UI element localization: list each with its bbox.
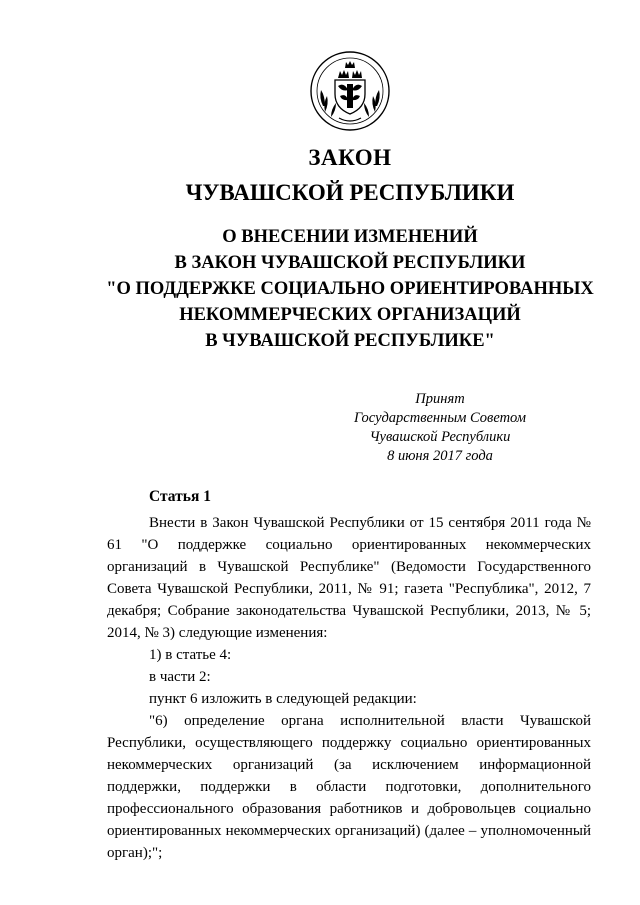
article-body	[107, 512, 591, 864]
subtitle-line: В ЧУВАШСКОЙ РЕСПУБЛИКЕ"	[205, 331, 495, 351]
subtitle-line: В ЗАКОН ЧУВАШСКОЙ РЕСПУБЛИКИ	[174, 253, 526, 273]
article-item: 1) в статье 4:	[149, 647, 232, 663]
article-quote: "6) определение органа исполнительной власти Чувашской Республики, осуществляющего поддержку социально ориентированных некоммерческих организаций (за исключением информационной поддержки, поддержки в области подготовки, дополнительного профессионального образования работников и добровольцев социально ориентированных некоммерческих организаций) (далее – уполномоченный орган);";	[107, 713, 591, 861]
adoption-line: Принят	[415, 391, 465, 407]
article-item: пункт 6 изложить в следующей редакции:	[149, 691, 417, 707]
subtitle-line: "О ПОДДЕРЖКЕ СОЦИАЛЬНО ОРИЕНТИРОВАННЫХ	[106, 279, 594, 299]
title-law: ЗАКОН	[308, 145, 392, 170]
article-heading: Статья 1	[149, 488, 211, 505]
adoption-note	[330, 390, 550, 466]
coat-of-arms	[309, 50, 391, 132]
chuvashia-coat-of-arms-icon	[309, 50, 391, 132]
adoption-date: 8 июня 2017 года	[387, 448, 493, 464]
title-republic: ЧУВАШСКОЙ РЕСПУБЛИКИ	[185, 180, 515, 205]
document-title	[0, 143, 640, 208]
adoption-line: Чувашской Республики	[369, 429, 511, 445]
adoption-line: Государственным Советом	[353, 410, 527, 426]
subtitle-line: О ВНЕСЕНИИ ИЗМЕНЕНИЙ	[222, 227, 478, 247]
subtitle-line: НЕКОММЕРЧЕСКИХ ОРГАНИЗАЦИЙ	[179, 305, 521, 325]
document-subtitle	[0, 224, 640, 354]
article-intro: Внести в Закон Чувашской Республики от 15 сентября 2011 года № 61 "О поддержке социально ориентированных некоммерческих организаций в Чувашской Республике" (Ведомости Государственного Совета Чувашской Республики, 2011, № 91; газета "Республика", 2012, 7 декабря; Собрание законодательства Чувашской Республики, 2013, № 5; 2014, № 3) следующие изменения:	[107, 515, 591, 641]
article-item: в части 2:	[149, 669, 211, 685]
